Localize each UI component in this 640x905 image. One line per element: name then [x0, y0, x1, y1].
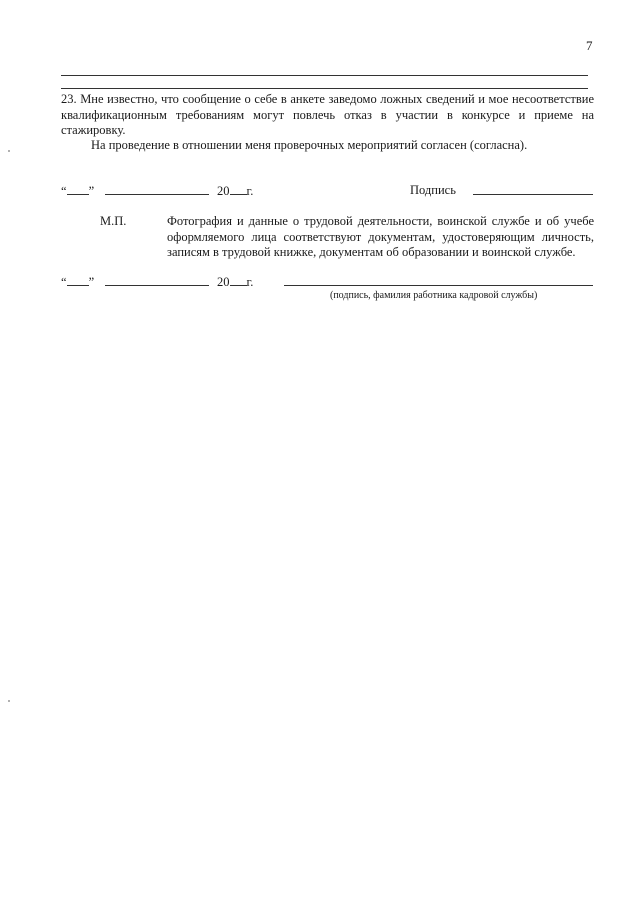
date-field-1[interactable] [61, 183, 94, 199]
quote-close: ” [88, 275, 95, 289]
scan-speck [8, 150, 10, 152]
hr-verification-text: Фотография и данные о трудовой деятельности, воинской службе и об учебе оформляемого лица соответствуют документам, удостоверяющим личность, записям в трудовой книжке, документам об образовании и воинской службе. [167, 214, 594, 259]
page-number: 7 [586, 38, 593, 53]
hr-signature-blank[interactable] [284, 274, 593, 290]
year-field-2[interactable] [217, 274, 253, 290]
year-suffix: г. [246, 184, 254, 198]
date-field-2[interactable] [61, 274, 94, 290]
year-suffix: г. [246, 275, 254, 289]
top-rule-1 [61, 75, 588, 76]
mp-label: М.П. [100, 214, 127, 228]
year-prefix: 20 [217, 184, 230, 198]
day-blank [67, 183, 89, 195]
year-field-1[interactable] [217, 183, 253, 199]
quote-open: “ [61, 184, 67, 198]
top-rule-2 [61, 88, 588, 89]
signature-label: Подпись [410, 183, 456, 197]
consent-paragraph: На проведение в отношении меня проверочных мероприятий согласен (согласна). [91, 138, 528, 152]
year-prefix: 20 [217, 275, 230, 289]
month-blank-2[interactable] [105, 274, 209, 290]
quote-close: ” [88, 184, 95, 198]
month-blank-1[interactable] [105, 183, 209, 199]
day-blank [67, 274, 89, 286]
year-blank [230, 274, 247, 286]
year-blank [230, 183, 247, 195]
item-23-paragraph: 23. Мне известно, что сообщение о себе в анкете заведомо ложных сведений и мое несоответствие квалификационным требованиям могут повлечь отказ в участии в конкурсе и приеме на стажировку. [61, 92, 594, 137]
hr-signature-caption: (подпись, фамилия работника кадровой службы) [330, 290, 538, 301]
scan-speck [8, 700, 10, 702]
signature-blank-1[interactable] [473, 183, 593, 199]
quote-open: “ [61, 275, 67, 289]
